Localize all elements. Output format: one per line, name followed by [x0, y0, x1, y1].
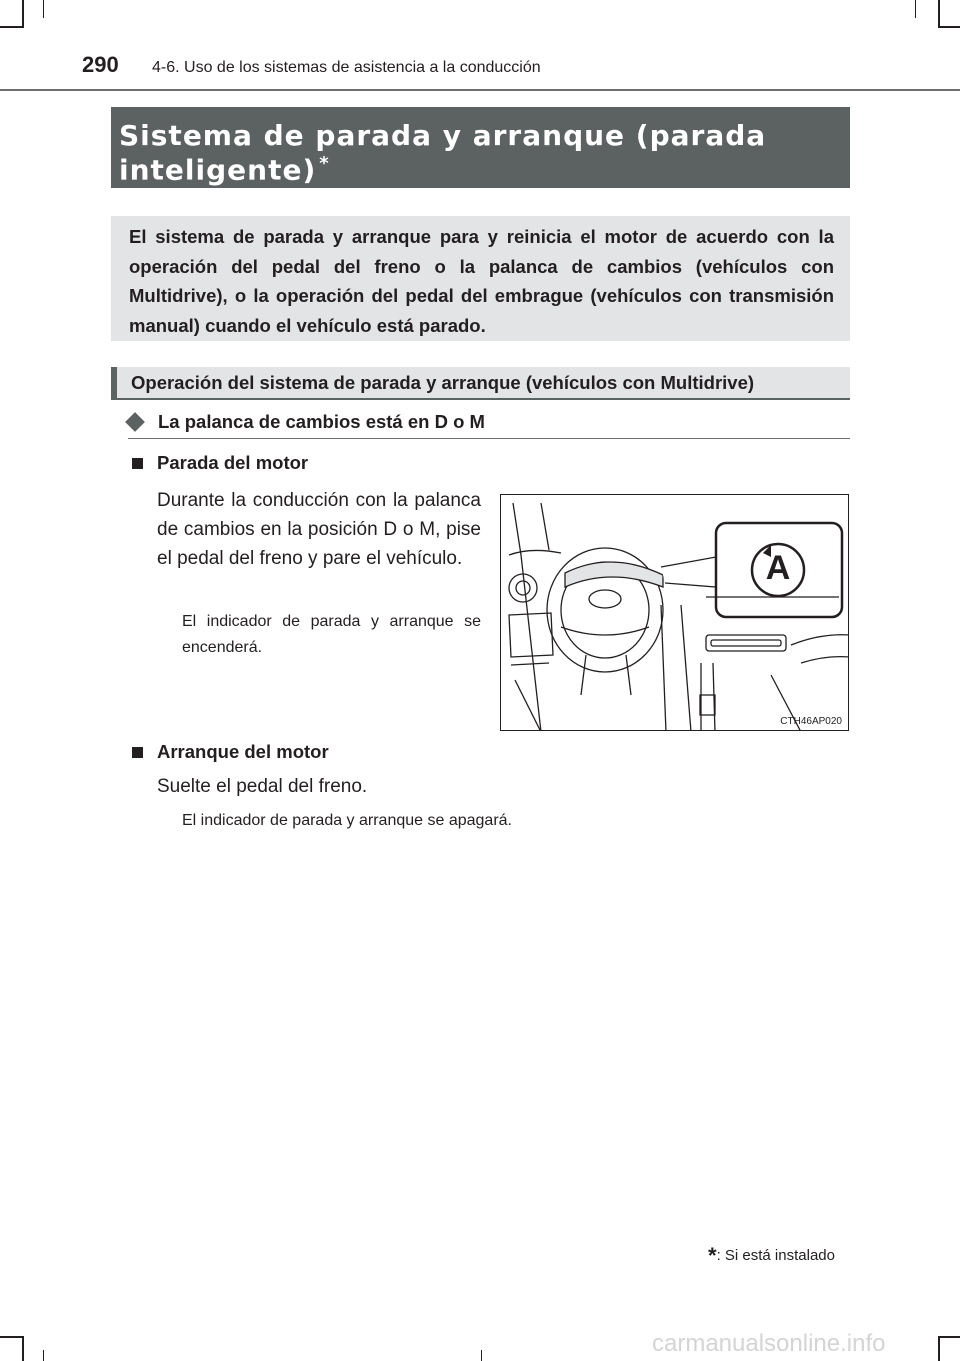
crop-mark: [915, 0, 916, 18]
subsection-divider: [128, 438, 850, 439]
illustration-code: CTH46AP020: [780, 716, 842, 727]
page-title-banner: [111, 107, 850, 188]
page-number: 290: [82, 52, 119, 77]
section-heading-bar: [111, 367, 850, 400]
crop-mark: [0, 1336, 22, 1338]
dashboard-illustration: [500, 494, 849, 731]
crop-mark: [0, 26, 22, 28]
intro-box: [111, 216, 850, 341]
crop-mark: [938, 1336, 960, 1338]
crop-mark: [481, 1350, 482, 1361]
chapter-heading: 4-6. Uso de los sistemas de asistencia a la conducción: [152, 59, 541, 76]
crop-mark: [22, 1336, 24, 1361]
intro-text: El sistema de parada y arranque para y reinicia el motor de acuerdo con la operación del pedal del freno o la palanca de cambios (vehículos con Multidrive), o la operación del pedal del embrague (vehículos con transmisión manual) cuando el vehículo está parado.: [129, 226, 834, 336]
crop-mark: [43, 1350, 44, 1361]
crop-mark: [43, 0, 44, 18]
stop-engine-note: El indicador de parada y arranque se encenderá.: [182, 613, 481, 656]
page-title-line-2: [119, 153, 330, 186]
start-engine-heading: Arranque del motor: [157, 741, 329, 762]
crop-mark: [938, 26, 960, 28]
footnote: [708, 1240, 835, 1266]
page-title-line-1: Sistema de parada y arranque (parada: [119, 119, 767, 152]
crop-mark: [22, 0, 24, 28]
dashboard-drawing: [501, 495, 849, 731]
asterisk-icon: *: [708, 1243, 717, 1268]
section-heading: Operación del sistema de parada y arranque (vehículos con Multidrive): [131, 372, 755, 393]
start-engine-note: El indicador de parada y arranque se apagará.: [182, 812, 512, 829]
asterisk-mark: *: [319, 153, 330, 174]
page-title-line-2-text: inteligente): [119, 153, 317, 187]
crop-mark: [938, 1336, 940, 1361]
section-accent: [111, 367, 117, 400]
header-divider: [0, 89, 960, 91]
stop-engine-heading: Parada del motor: [157, 452, 309, 473]
watermark: carmanualsonline.info: [652, 1330, 886, 1357]
footnote-text: : Si está instalado: [716, 1247, 835, 1264]
square-bullet-icon: [132, 458, 143, 469]
stop-engine-text: Durante la conducción con la palanca de cambios en la posición D o M, pise el pedal del freno y pare el vehículo.: [157, 490, 481, 569]
subsection-heading: La palanca de cambios está en D o M: [158, 411, 485, 432]
square-bullet-icon: [132, 747, 143, 758]
crop-mark: [938, 0, 940, 28]
start-engine-text: Suelte el pedal del freno.: [157, 776, 368, 797]
stop-start-indicator-letter: A: [765, 549, 791, 587]
diamond-bullet-icon: [125, 412, 145, 432]
